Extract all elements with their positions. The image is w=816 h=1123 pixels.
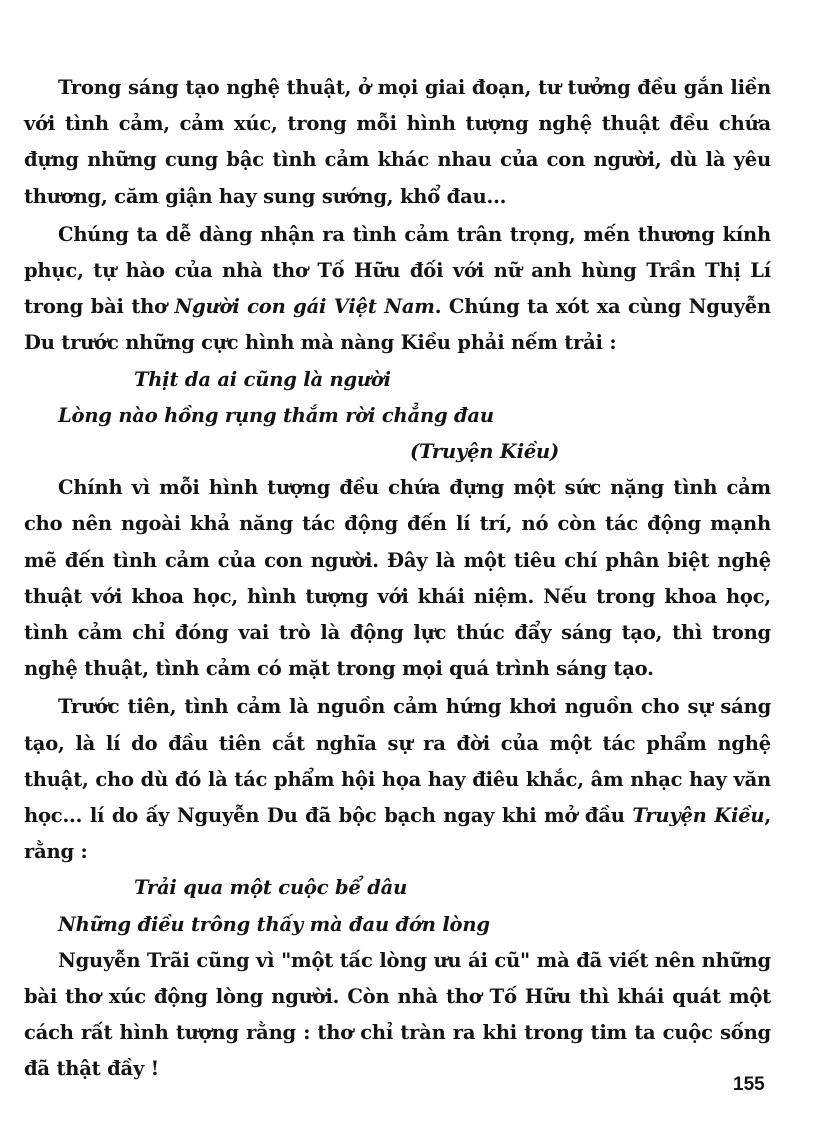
paragraph-4 — [24, 689, 771, 870]
page-number: 155 — [733, 1074, 765, 1095]
paragraph-2-text-end: . Chúng ta xót xa cùng Nguyễn Du trước những cực hình mà nàng Kiều phải nếm trải : — [24, 295, 771, 355]
poem-title-nguoi-con-gai-viet-nam: Người con gái Việt Nam — [174, 295, 435, 319]
verse-1-source: (Truyện Kiều) — [410, 440, 560, 464]
paragraph-4-text-start: Trước tiên, tình cảm là nguồn cảm hứng khơi nguồn cho sự sáng tạo, là lí do đầu tiên cắt nghĩa sự ra đời của một tác phẩm nghệ thuật, cho dù đó là tác phẩm hội họa hay điêu khắc, âm nhạc hay văn học... lí do ấy Nguyễn Du đã bộc bạch ngay khi mở đầu — [24, 695, 771, 828]
verse-2-line-1: Trải qua một cuộc bể dâu — [134, 876, 408, 900]
main-text — [24, 70, 771, 1088]
verse-2-line-2: Những điều trông thấy mà đau đớn lòng — [58, 912, 490, 936]
paragraph-5: Nguyễn Trãi cũng vì "một tấc lòng ưu ái cũ" mà đã viết nên những bài thơ xúc động lòng người. Còn nhà thơ Tố Hữu thì khái quát một cách rất hình tượng rằng : thơ chỉ tràn ra khi trong tim ta cuộc sống đã thật đầy ! — [24, 948, 771, 1081]
verse-1-line-2: Lòng nào hồng rụng thắm rời chẳng đau — [58, 403, 494, 427]
verse-1-line-1: Thịt da ai cũng là người — [134, 367, 391, 391]
paragraph-2 — [24, 217, 771, 362]
paragraph-1: Trong sáng tạo nghệ thuật, ở mọi giai đoạn, tư tưởng đều gắn liền với tình cảm, cảm xúc, trong mỗi hình tượng nghệ thuật đều chứa đựng những cung bậc tình cảm khác nhau của con người, dù là yêu thương, căm giận hay sung sướng, khổ đau... — [24, 76, 771, 208]
work-title-truyen-kieu: Truyện Kiều — [632, 804, 765, 828]
paragraph-4-text-end: , rằng : — [24, 804, 771, 864]
paragraph-3: Chính vì mỗi hình tượng đều chứa đựng một sức nặng tình cảm cho nên ngoài khả năng tác động đến lí trí, nó còn tác động mạnh mẽ đến tình cảm của con người. Đây là một tiêu chí phân biệt nghệ thuật với khoa học, hình tượng với khái niệm. Nếu trong khoa học, tình cảm chỉ đóng vai trò là động lực thúc đẩy sáng tạo, thì trong nghệ thuật, tình cảm có mặt trong mọi quá trình sáng tạo. — [24, 476, 771, 681]
paragraph-2-text-start: Chúng ta dễ dàng nhận ra tình cảm trân trọng, mến thương kính phục, tự hào của nhà thơ Tố Hữu đối với nữ anh hùng Trần Thị Lí trong bài thơ — [24, 222, 771, 319]
